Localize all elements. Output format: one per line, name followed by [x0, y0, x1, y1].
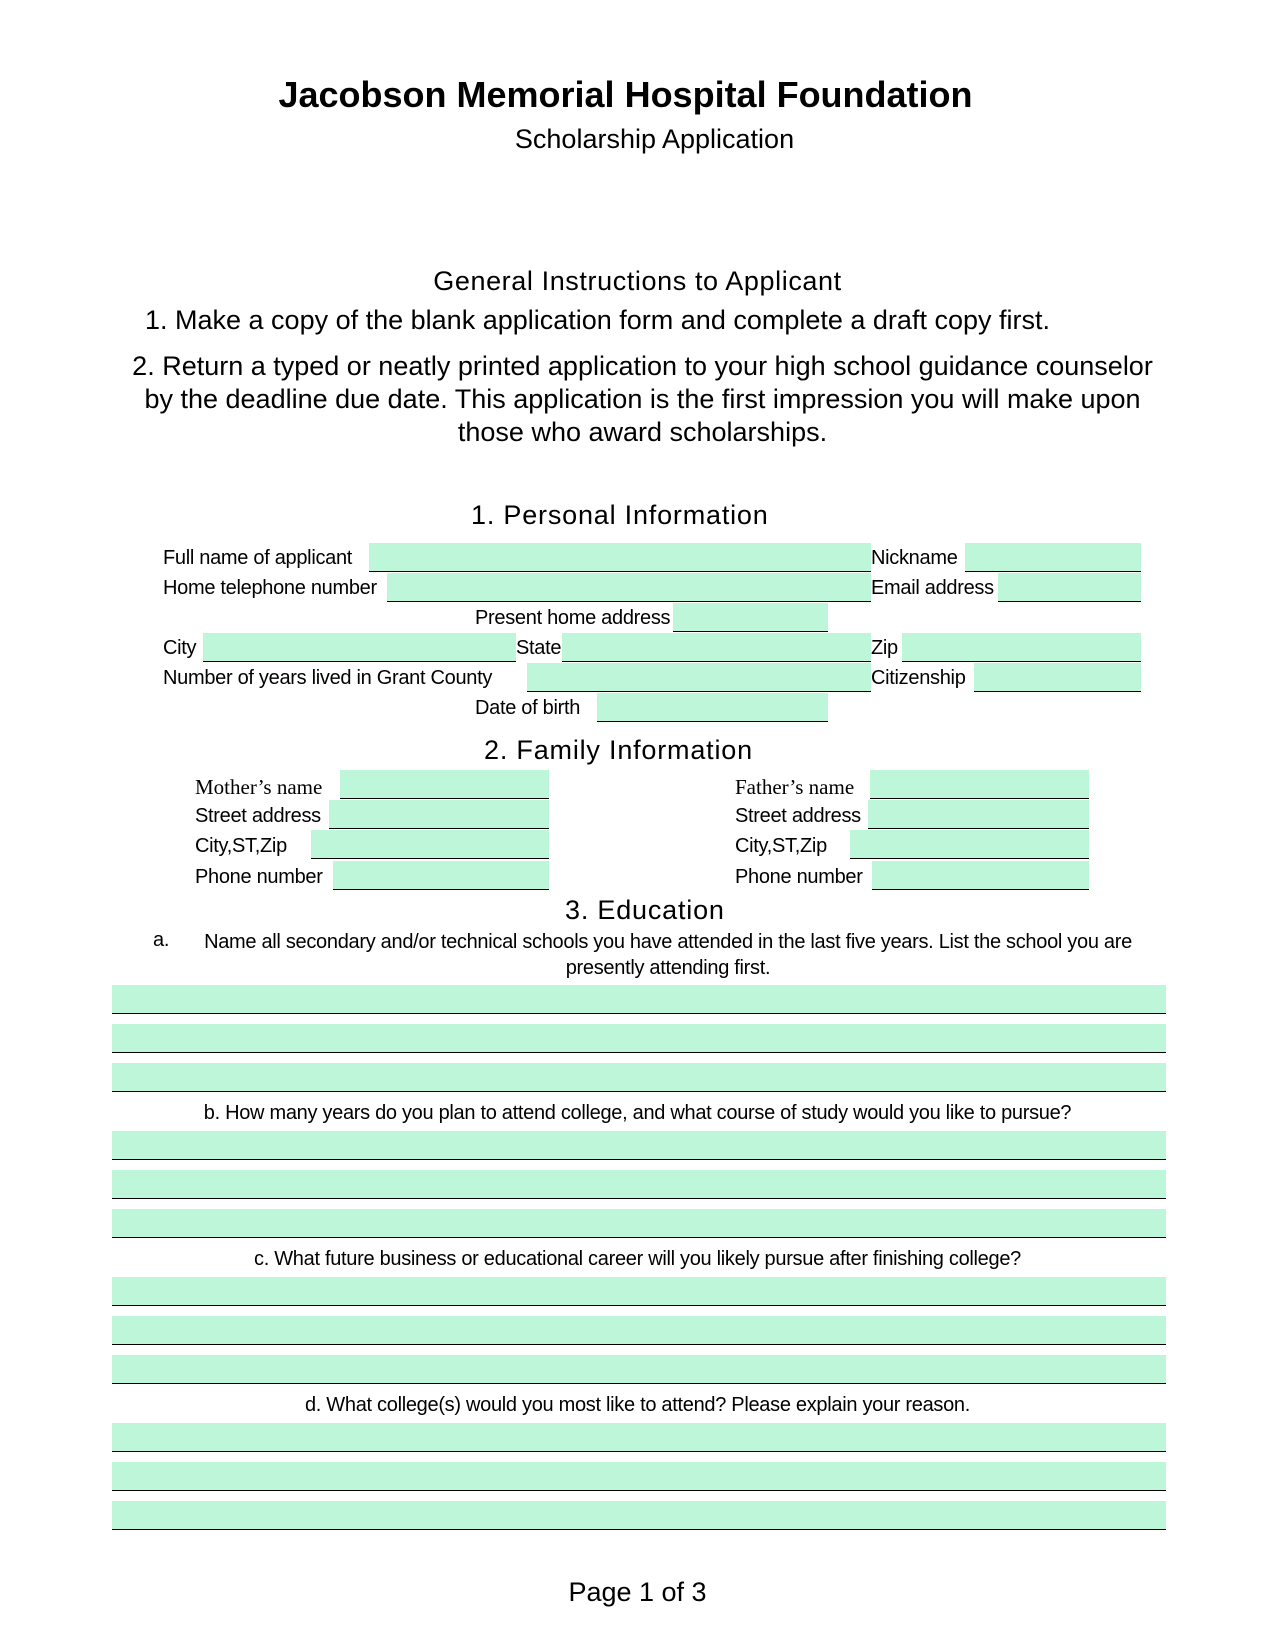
answer-b-line-3[interactable]	[112, 1209, 1166, 1238]
mother-name-field[interactable]	[340, 770, 549, 799]
home-address-label: Present home address	[475, 607, 671, 629]
zip-field[interactable]	[902, 633, 1141, 662]
instruction-item-2: 2. Return a typed or neatly printed application to your high school guidance counselor by the deadline due date. This application is the first impression you will make upon those who award scholarships.	[132, 351, 1153, 447]
education-heading: 3. Education	[565, 895, 725, 925]
home-phone-field[interactable]	[387, 573, 871, 602]
mother-phone-field[interactable]	[333, 861, 549, 890]
answer-a-line-3[interactable]	[112, 1063, 1166, 1092]
answer-c-line-3[interactable]	[112, 1355, 1166, 1384]
answer-d-line-1[interactable]	[112, 1423, 1166, 1452]
answer-d-line-3[interactable]	[112, 1501, 1166, 1530]
answer-c-line-1[interactable]	[112, 1277, 1166, 1306]
citizenship-field[interactable]	[974, 663, 1141, 692]
dob-field[interactable]	[597, 693, 828, 722]
full-name-field[interactable]	[369, 543, 871, 572]
years-grant-field[interactable]	[527, 663, 871, 692]
answer-b-line-1[interactable]	[112, 1131, 1166, 1160]
instructions-heading: General Instructions to Applicant	[433, 266, 842, 296]
page-subtitle: Scholarship Application	[514, 124, 795, 154]
citizenship-label: Citizenship	[871, 667, 966, 689]
personal-info-heading: 1. Personal Information	[471, 500, 769, 530]
home-phone-label: Home telephone number	[163, 577, 377, 599]
zip-label: Zip	[871, 637, 898, 659]
father-city-label: City,ST,Zip	[735, 835, 827, 857]
answer-a-line-2[interactable]	[112, 1024, 1166, 1053]
question-c: c. What future business or educational career will you likely pursue after finishing college?	[254, 1248, 1021, 1270]
father-name-label: Father’s name	[735, 775, 855, 799]
family-info-heading: 2. Family Information	[484, 735, 753, 765]
mother-phone-label: Phone number	[195, 866, 323, 888]
page-title: Jacobson Memorial Hospital Foundation	[278, 74, 973, 115]
years-grant-label: Number of years lived in Grant County	[163, 667, 493, 689]
state-field[interactable]	[562, 633, 871, 662]
mother-city-field[interactable]	[311, 830, 549, 859]
home-address-field[interactable]	[673, 603, 828, 632]
question-d: d. What college(s) would you most like to attend? Please explain your reason.	[304, 1394, 971, 1416]
answer-d-line-2[interactable]	[112, 1462, 1166, 1491]
father-street-label: Street address	[735, 805, 861, 827]
mother-name-label: Mother’s name	[195, 775, 323, 799]
instruction-item-1: 1. Make a copy of the blank application form and complete a draft copy first.	[145, 305, 1050, 335]
father-street-field[interactable]	[868, 800, 1089, 829]
answer-b-line-2[interactable]	[112, 1170, 1166, 1199]
dob-label: Date of birth	[475, 697, 581, 719]
father-name-field[interactable]	[870, 770, 1089, 799]
question-a-text: Name all secondary and/or technical schools you have attended in the last five years. List the school you are presently attending first.	[204, 931, 1132, 979]
father-city-field[interactable]	[850, 830, 1089, 859]
city-field[interactable]	[203, 633, 516, 662]
mother-street-field[interactable]	[329, 800, 549, 829]
email-field[interactable]	[998, 573, 1141, 602]
email-label: Email address	[871, 577, 994, 599]
nickname-label: Nickname	[871, 547, 958, 569]
question-a-marker: a.	[153, 929, 170, 951]
mother-street-label: Street address	[195, 805, 321, 827]
question-b: b. How many years do you plan to attend college, and what course of study would you like to pursue?	[203, 1102, 1072, 1124]
nickname-field[interactable]	[965, 543, 1141, 572]
father-phone-label: Phone number	[735, 866, 863, 888]
page-number: Page 1 of 3	[568, 1577, 707, 1607]
state-label: State	[516, 637, 562, 659]
father-phone-field[interactable]	[872, 861, 1089, 890]
full-name-label: Full name of applicant	[163, 547, 353, 569]
answer-c-line-2[interactable]	[112, 1316, 1166, 1345]
mother-city-label: City,ST,Zip	[195, 835, 287, 857]
city-label: City	[163, 637, 197, 659]
answer-a-line-1[interactable]	[112, 985, 1166, 1014]
